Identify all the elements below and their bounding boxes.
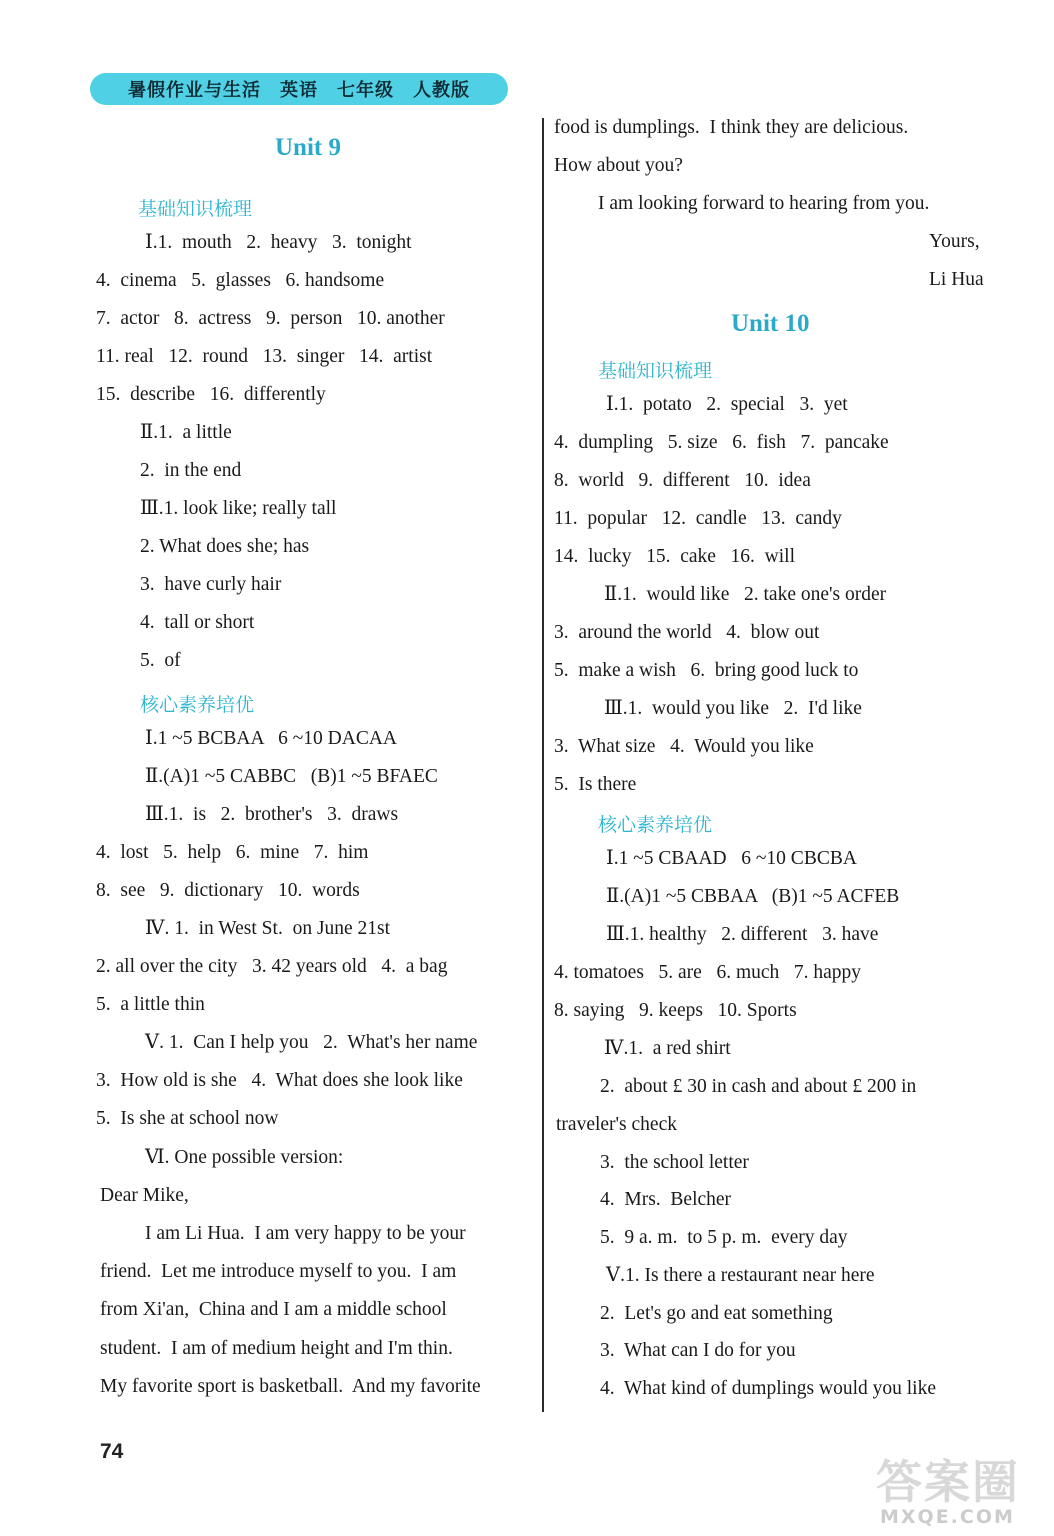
answer-line: 4. cinema 5. glasses 6. handsome bbox=[96, 270, 385, 291]
answer-line: 4. lost 5. help 6. mine 7. him bbox=[96, 842, 369, 863]
answer-line: Ⅱ.1. would like 2. take one's order bbox=[604, 584, 887, 605]
letter-line: friend. Let me introduce myself to you. I am bbox=[100, 1261, 457, 1282]
answer-line: 5. Is she at school now bbox=[96, 1108, 279, 1129]
answer-line: 2. Let's go and eat something bbox=[600, 1303, 833, 1324]
answer-line: 15. describe 16. differently bbox=[96, 384, 326, 405]
answer-line: 4. tomatoes 5. are 6. much 7. happy bbox=[554, 962, 862, 983]
answer-line: traveler's check bbox=[556, 1114, 677, 1135]
unit-9-title: Unit 9 bbox=[275, 134, 341, 161]
letter-line: I am Li Hua. I am very happy to be your bbox=[145, 1223, 466, 1244]
watermark-url: MXQE.COM bbox=[880, 1506, 1015, 1528]
letter-line: food is dumplings. I think they are delicious. bbox=[554, 117, 909, 138]
answer-line: Ⅱ.(A)1 ~5 CABBC (B)1 ~5 BFAEC bbox=[145, 766, 438, 787]
answer-line: 8. world 9. different 10. idea bbox=[554, 470, 811, 491]
unit-10-title: Unit 10 bbox=[731, 310, 810, 337]
answer-line: 4. Mrs. Belcher bbox=[600, 1189, 732, 1210]
letter-line: I am looking forward to hearing from you. bbox=[598, 193, 930, 214]
answer-line: 4. What kind of dumplings would you like bbox=[600, 1378, 936, 1399]
letter-line: How about you? bbox=[554, 155, 683, 176]
left-section1-title: 基础知识梳理 bbox=[138, 198, 253, 220]
answer-line: Ⅲ.1. look like; really tall bbox=[140, 498, 337, 519]
watermark-logo bbox=[872, 1446, 1032, 1530]
answer-line: Ⅰ.1 ~5 BCBAA 6 ~10 DACAA bbox=[145, 728, 397, 749]
answer-line: 8. see 9. dictionary 10. words bbox=[96, 880, 360, 901]
answer-line: 8. saying 9. keeps 10. Sports bbox=[554, 1000, 797, 1021]
answer-line: 3. What can I do for you bbox=[600, 1340, 796, 1361]
answer-line: 2. about £ 30 in cash and about £ 200 in bbox=[600, 1076, 917, 1097]
answer-line: Ⅰ.1. mouth 2. heavy 3. tonight bbox=[145, 232, 412, 253]
answer-line: Ⅲ.1. healthy 2. different 3. have bbox=[606, 924, 879, 945]
answer-line: 5. Is there bbox=[554, 774, 637, 795]
answer-line: 3. What size 4. Would you like bbox=[554, 736, 814, 757]
right-section1-title: 基础知识梳理 bbox=[598, 360, 713, 382]
answer-line: Ⅱ.1. a little bbox=[140, 422, 232, 443]
answer-line: 3. the school letter bbox=[600, 1152, 749, 1173]
answer-line: 4. dumpling 5. size 6. fish 7. pancake bbox=[554, 432, 889, 453]
letter-line: student. I am of medium height and I'm thin. bbox=[100, 1338, 453, 1359]
letter-closing: Yours, bbox=[929, 231, 980, 252]
header-banner: 暑假作业与生活 英语 七年级 人教版 bbox=[90, 73, 508, 105]
page-number: 74 bbox=[100, 1440, 124, 1463]
answer-line: Ⅳ.1. a red shirt bbox=[604, 1038, 731, 1059]
answer-line: 11. real 12. round 13. singer 14. artist bbox=[96, 346, 433, 367]
answer-line: Ⅵ. One possible version: bbox=[145, 1147, 344, 1168]
letter-line: My favorite sport is basketball. And my favorite bbox=[100, 1376, 481, 1397]
answer-line: Ⅳ. 1. in West St. on June 21st bbox=[145, 918, 391, 939]
answer-line: 3. How old is she 4. What does she look like bbox=[96, 1070, 463, 1091]
letter-signature: Li Hua bbox=[929, 269, 984, 290]
answer-line: 14. lucky 15. cake 16. will bbox=[554, 546, 795, 567]
answer-line: 11. popular 12. candle 13. candy bbox=[554, 508, 842, 529]
answer-line: 4. tall or short bbox=[140, 612, 255, 633]
letter-line: from Xi'an, China and I am a middle school bbox=[100, 1299, 447, 1320]
answer-line: Ⅱ.(A)1 ~5 CBBAA (B)1 ~5 ACFEB bbox=[606, 886, 900, 907]
answer-line: 7. actor 8. actress 9. person 10. another bbox=[96, 308, 445, 329]
right-section2-title: 核心素养培优 bbox=[598, 814, 713, 836]
letter-line: Dear Mike, bbox=[100, 1185, 189, 1206]
answer-line: 5. a little thin bbox=[96, 994, 205, 1015]
answer-line: 3. have curly hair bbox=[140, 574, 282, 595]
watermark-text: 答案圈 bbox=[876, 1455, 1020, 1509]
answer-line: 5. 9 a. m. to 5 p. m. every day bbox=[600, 1227, 848, 1248]
answer-line: 5. of bbox=[140, 650, 181, 671]
left-section2-title: 核心素养培优 bbox=[140, 694, 255, 716]
answer-line: 3. around the world 4. blow out bbox=[554, 622, 820, 643]
answer-line: 5. make a wish 6. bring good luck to bbox=[554, 660, 859, 681]
answer-line: Ⅰ.1 ~5 CBAAD 6 ~10 CBCBA bbox=[606, 848, 857, 869]
answer-line: 2. all over the city 3. 42 years old 4. a bag bbox=[96, 956, 448, 977]
answer-line: 2. in the end bbox=[140, 460, 242, 481]
column-divider bbox=[542, 118, 544, 1412]
answer-line: Ⅴ.1. Is there a restaurant near here bbox=[606, 1265, 875, 1286]
answer-line: Ⅲ.1. would you like 2. I'd like bbox=[604, 698, 862, 719]
answer-line: 2. What does she; has bbox=[140, 536, 310, 557]
answer-line: Ⅰ.1. potato 2. special 3. yet bbox=[606, 394, 848, 415]
answer-line: Ⅴ. 1. Can I help you 2. What's her name bbox=[145, 1032, 478, 1053]
answer-line: Ⅲ.1. is 2. brother's 3. draws bbox=[145, 804, 399, 825]
